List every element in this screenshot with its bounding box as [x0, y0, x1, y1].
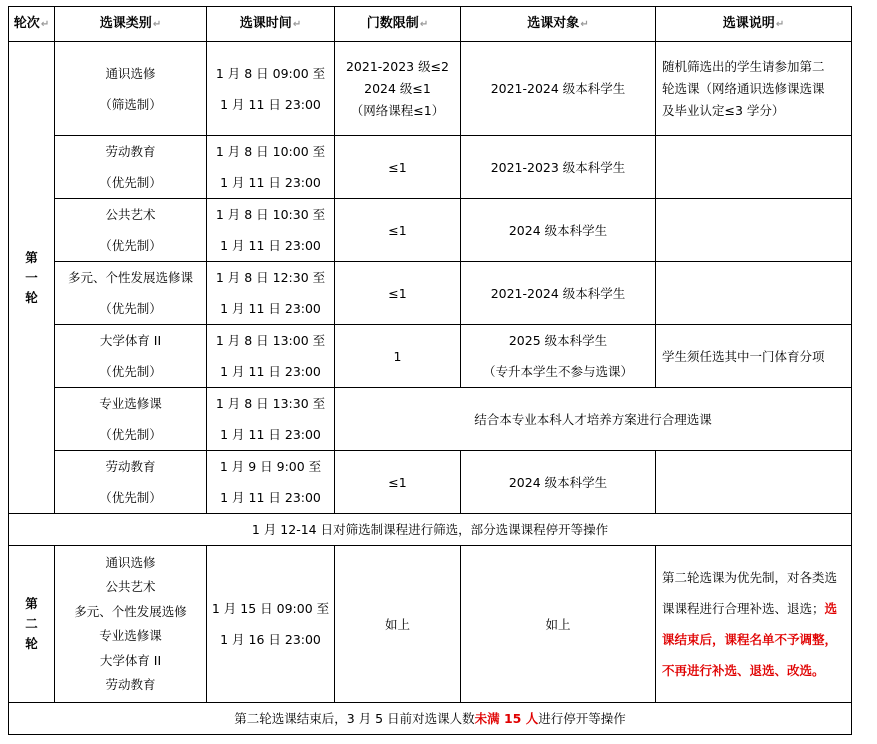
table-row [9, 325, 852, 388]
category-cell: 专业选修课 （优先制） [55, 388, 207, 451]
header-round: 轮次↵ [9, 7, 55, 42]
category-cell: 劳动教育 （优先制） [55, 451, 207, 514]
target-cell: 2021-2024 级本科学生 [461, 42, 656, 136]
time-cell: 1 月 8 日 10:00 至 1 月 11 日 23:00 [207, 136, 335, 199]
header-category: 选课类别↵ [55, 7, 207, 42]
table-row [9, 136, 852, 199]
limit-cell: ≤1 [335, 451, 461, 514]
target-cell: 2021-2024 级本科学生 [461, 262, 656, 325]
note-cell: 学生须任选其中一门体育分项 [656, 325, 852, 388]
between-rounds-note: 1 月 12-14 日对筛选制课程进行筛选，部分选课课程停开等操作 [9, 514, 852, 546]
note-cell [656, 451, 852, 514]
round-1-label: 第 一 轮 [9, 42, 55, 514]
time-cell: 1 月 8 日 10:30 至 1 月 11 日 23:00 [207, 199, 335, 262]
category-cell: 通识选修 公共艺术 多元、个性发展选修 专业选修课 大学体育 II 劳动教育 [55, 546, 207, 703]
footer-note: 第二轮选课结束后，3 月 5 日前对选课人数未满 15 人进行停开等操作 [9, 703, 852, 735]
table-row [9, 388, 852, 451]
limit-cell: ≤1 [335, 136, 461, 199]
time-cell: 1 月 9 日 9:00 至 1 月 11 日 23:00 [207, 451, 335, 514]
between-rounds-row [9, 514, 852, 546]
header-target: 选课对象↵ [461, 7, 656, 42]
table-row [9, 262, 852, 325]
table-row [9, 546, 852, 703]
target-cell: 2024 级本科学生 [461, 451, 656, 514]
note-cell [656, 262, 852, 325]
header-time: 选课时间↵ [207, 7, 335, 42]
target-cell: 2024 级本科学生 [461, 199, 656, 262]
category-cell: 通识选修 （筛选制） [55, 42, 207, 136]
category-cell: 公共艺术 （优先制） [55, 199, 207, 262]
limit-cell: 如上 [335, 546, 461, 703]
table-row [9, 42, 852, 136]
footer-row [9, 703, 852, 735]
warning-text: 选课结束后，课程名单不予调整，不再进行补选、退选、改选。 [662, 601, 838, 678]
limit-cell: 1 [335, 325, 461, 388]
limit-cell: 2021-2023 级≤2 2024 级≤1 （网络课程≤1） [335, 42, 461, 136]
note-cell [656, 136, 852, 199]
footer-warning-text: 未满 15 人 [474, 711, 539, 726]
round-2-label: 第 二 轮 [9, 546, 55, 703]
table-row [9, 451, 852, 514]
header-limit: 门数限制↵ [335, 7, 461, 42]
note-cell: 第二轮选课为优先制，对各类选课课程进行合理补选、退选；选课结束后，课程名单不予调整，不再进行补选、退选、改选。 [656, 546, 852, 703]
target-cell: 2025 级本科学生 （专升本学生不参与选课） [461, 325, 656, 388]
time-cell: 1 月 8 日 13:00 至 1 月 11 日 23:00 [207, 325, 335, 388]
merged-note-cell: 结合本专业本科人才培养方案进行合理选课 [335, 388, 852, 451]
category-cell: 大学体育 II （优先制） [55, 325, 207, 388]
table-row [9, 199, 852, 262]
time-cell: 1 月 15 日 09:00 至 1 月 16 日 23:00 [207, 546, 335, 703]
category-cell: 多元、个性发展选修课 （优先制） [55, 262, 207, 325]
limit-cell: ≤1 [335, 262, 461, 325]
limit-cell: ≤1 [335, 199, 461, 262]
note-cell [656, 199, 852, 262]
header-note: 选课说明↵ [656, 7, 852, 42]
target-cell: 2021-2023 级本科学生 [461, 136, 656, 199]
target-cell: 如上 [461, 546, 656, 703]
time-cell: 1 月 8 日 12:30 至 1 月 11 日 23:00 [207, 262, 335, 325]
time-cell: 1 月 8 日 13:30 至 1 月 11 日 23:00 [207, 388, 335, 451]
table-header-row [9, 7, 852, 42]
course-selection-table [8, 6, 852, 735]
time-cell: 1 月 8 日 09:00 至 1 月 11 日 23:00 [207, 42, 335, 136]
note-cell: 随机筛选出的学生请参加第二 轮选课（网络通识选修课选课 及毕业认定≤3 学分） [656, 42, 852, 136]
category-cell: 劳动教育 （优先制） [55, 136, 207, 199]
